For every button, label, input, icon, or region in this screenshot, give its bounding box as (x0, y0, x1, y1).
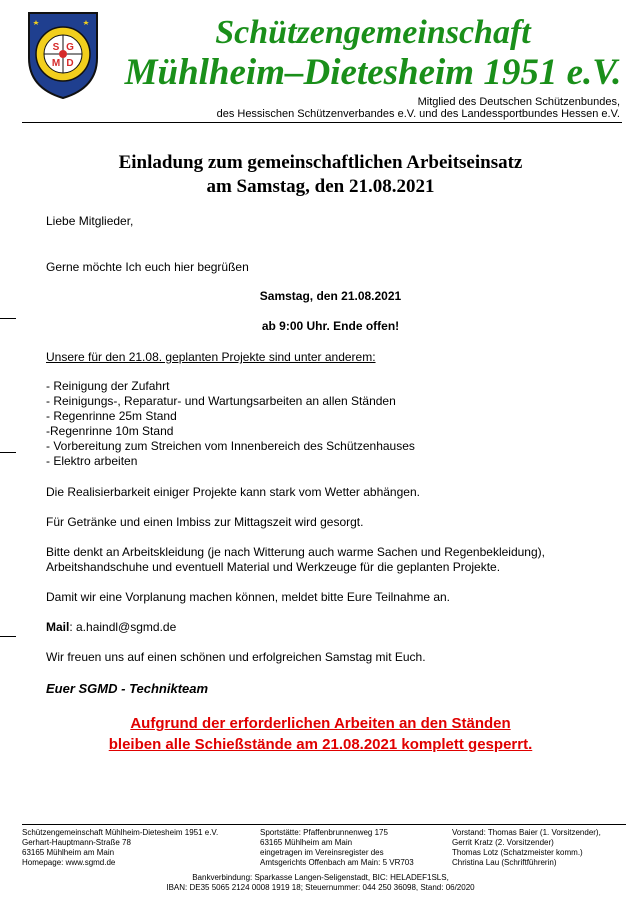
closing-text: Wir freuen uns auf einen schönen und erfolgreichen Samstag mit Euch. (46, 650, 426, 664)
bank-details-line1: Bankverbindung: Sparkasse Langen-Seligenstadt, BIC: HELADEF1SLS, (192, 873, 449, 882)
greeting: Liebe Mitglieder, (46, 214, 134, 228)
fold-mark (0, 636, 16, 637)
closure-warning-line2: bleiben alle Schießstände am 21.08.2021 komplett gesperrt. (108, 736, 533, 753)
footer-line: Gerrit Kratz (2. Vorsitzender) (452, 838, 554, 847)
footer-address (22, 828, 218, 868)
org-name-line2: Mühlheim–Dietesheim 1951 e.V. (124, 52, 622, 93)
footer-line: 63165 Mühlheim am Main (260, 838, 353, 847)
logo-letter-d: D (66, 58, 74, 69)
footer-line: 63165 Mühlheim am Main (22, 848, 115, 857)
letter-title-line1: Einladung zum gemeinschaftlichen Arbeitseinsatz (118, 152, 523, 173)
list-item: - Regenrinne 25m Stand (46, 409, 177, 423)
weather-note: Die Realisierbarkeit einiger Projekte kann stark vom Wetter abhängen. (46, 485, 420, 499)
bank-details-line2: IBAN: DE35 5065 2124 0008 1919 18; Steuernummer: 044 250 36098, Stand: 06/2020 (166, 883, 475, 892)
clothing-note-line2: Arbeitshandschuhe und eventuell Material und Werkzeuge für die geplanten Projekte. (46, 560, 501, 574)
mail-label: Mail (46, 620, 70, 634)
fold-mark (0, 318, 16, 319)
event-time: ab 9:00 Uhr. Ende offen! (261, 319, 400, 333)
footer-line: Amtsgerichts Offenbach am Main: 5 VR703 (260, 858, 414, 867)
food-note: Für Getränke und einen Imbiss zur Mittagszeit wird gesorgt. (46, 515, 364, 529)
clothing-note-line1: Bitte denkt an Arbeitskleidung (je nach Witterung auch warme Sachen und Regenbekleidung), (46, 545, 545, 559)
projects-heading: Unsere für den 21.08. geplanten Projekte sind unter anderem: (46, 350, 376, 364)
footer-line: Vorstand: Thomas Baier (1. Vorsitzender), (452, 828, 601, 837)
signature: Euer SGMD - Technikteam (46, 681, 209, 696)
list-item: - Reinigungs-, Reparatur- und Wartungsarbeiten an allen Ständen (46, 394, 396, 408)
membership-line1: Mitglied des Deutschen Schützenbundes, (417, 96, 620, 108)
footer-divider (22, 824, 626, 825)
list-item: - Elektro arbeiten (46, 454, 138, 468)
punch-mark (0, 452, 16, 453)
registration-note: Damit wir eine Vorplanung machen können, meldet bitte Eure Teilnahme an. (46, 590, 451, 604)
closure-warning-line1: Aufgrund der erforderlichen Arbeiten an den Ständen (130, 715, 511, 732)
footer-line: Gerhart-Hauptmann-Straße 78 (22, 838, 131, 847)
mail-line (46, 620, 176, 635)
footer-line: eingetragen im Vereinsregister des (260, 848, 384, 857)
logo-letter-g: G (66, 42, 74, 53)
mail-address[interactable]: : a.haindl@sgmd.de (69, 620, 177, 634)
org-name-line1: Schützengemeinschaft (215, 14, 531, 51)
footer-line: Christina Lau (Schriftführerin) (452, 858, 557, 867)
footer-line: Sportstätte: Pfaffenbrunnenweg 175 (260, 828, 388, 837)
footer-line: Homepage: www.sgmd.de (22, 858, 116, 867)
footer-line: Thomas Lotz (Schatzmeister komm.) (452, 848, 583, 857)
letter-title-line2: am Samstag, den 21.08.2021 (206, 176, 435, 197)
logo-letter-s: S (52, 42, 60, 53)
intro-text: Gerne möchte Ich euch hier begrüßen (46, 260, 249, 274)
membership-line2: des Hessischen Schützenverbandes e.V. und des Landessportbundes Hessen e.V. (216, 108, 620, 120)
header-divider (22, 122, 622, 123)
logo-letter-m: M (51, 58, 61, 69)
list-item: -Regenrinne 10m Stand (46, 424, 174, 438)
list-item: - Reinigung der Zufahrt (46, 379, 170, 393)
club-logo (26, 10, 100, 100)
footer-board (452, 828, 601, 868)
event-date: Samstag, den 21.08.2021 (259, 289, 402, 303)
footer-venue (260, 828, 414, 868)
list-item: - Vorbereitung zum Streichen vom Innenbereich des Schützenhauses (46, 439, 415, 453)
footer-line: Schützengemeinschaft Mühlheim-Dietesheim 1951 e.V. (22, 828, 219, 837)
